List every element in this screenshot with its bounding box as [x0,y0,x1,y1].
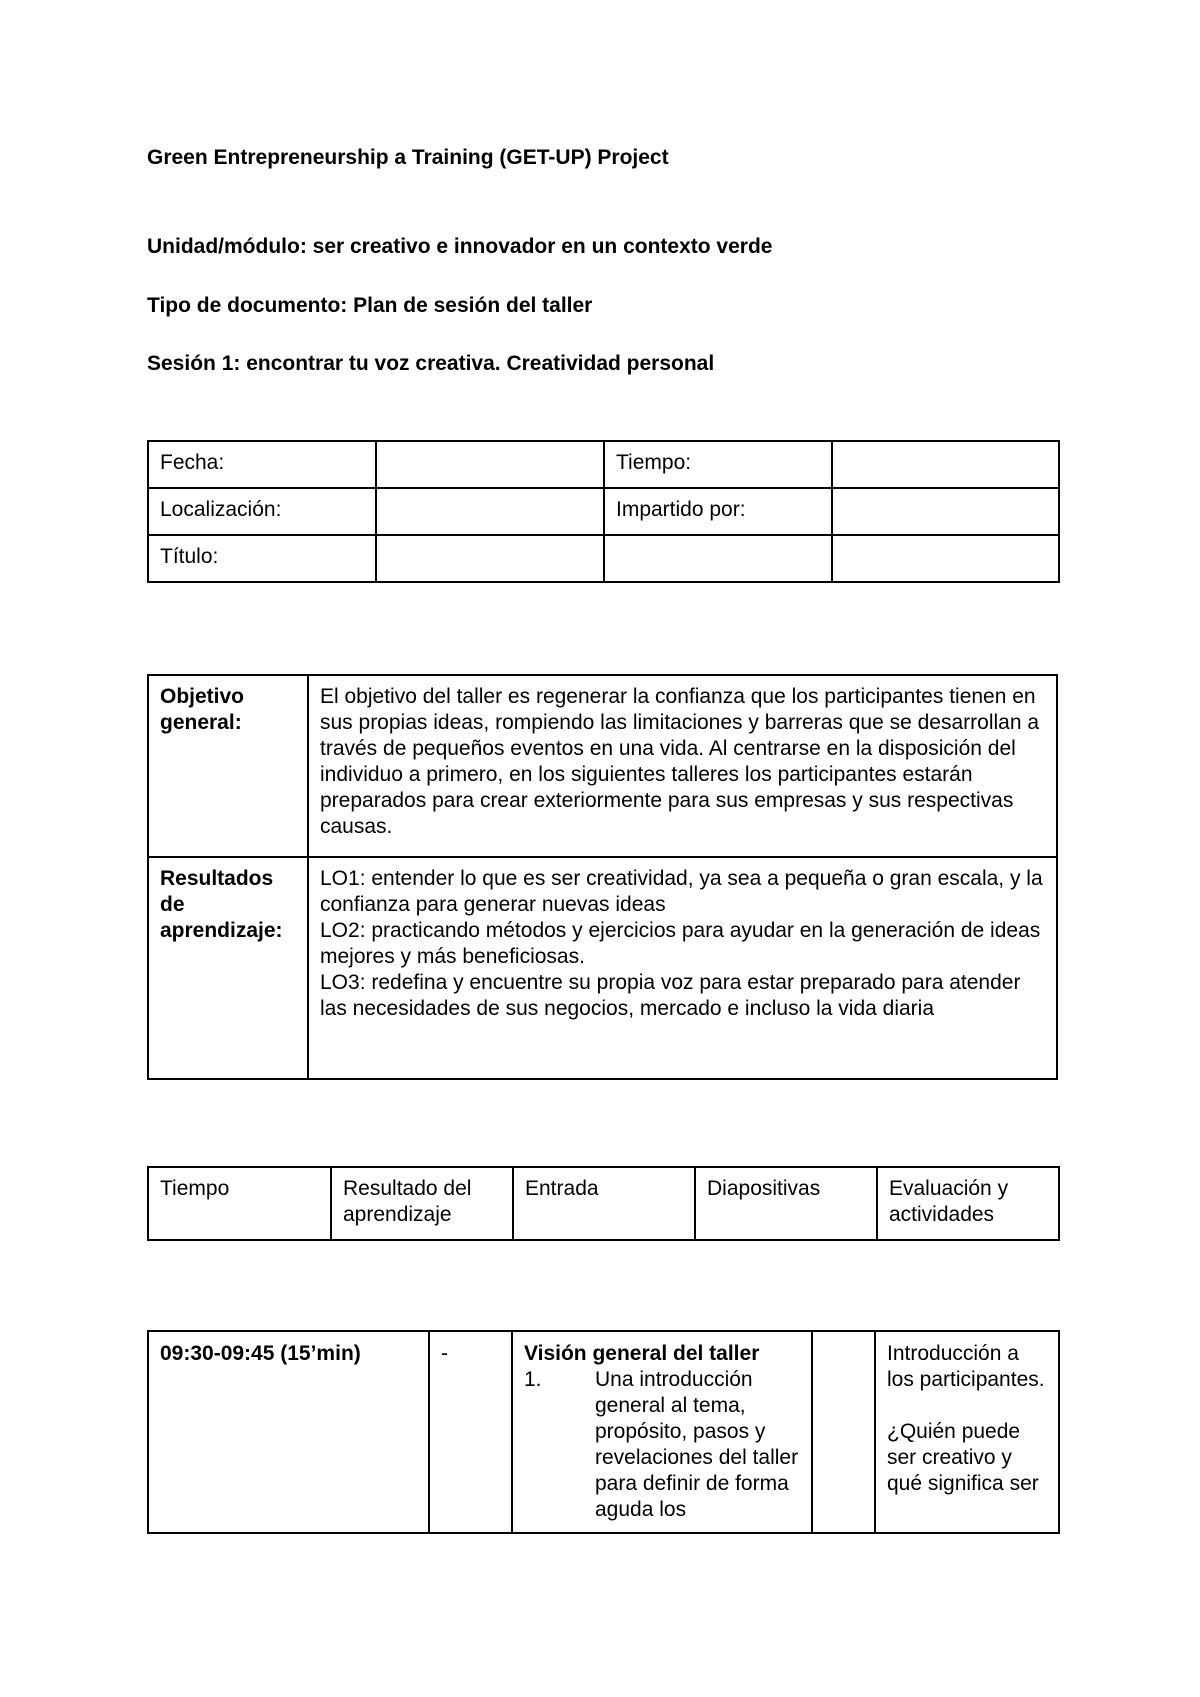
header-resultado: Resultado del aprendizaje [331,1167,513,1240]
session-info-table [147,440,1060,583]
objetivo-text: El objetivo del taller es regenerar la confianza que los participantes tienen en sus propias ideas, rompiendo las limitaciones y barreras que se desarrollan a través de pequeños eventos en una vida. Al centrarse en la disposición del individuo a primero, en los siguientes talleres los participantes estarán preparados para crear exteriormente para sus empresas y sus respectivas causas. [308,675,1057,857]
learning-outcome-2: LO2: practicando métodos y ejercicios para ayudar en la generación de ideas mejores y más beneficiosas. [320,919,1041,968]
resultados-label: Resultados de aprendizaje: [148,857,308,1079]
schedule-row-table [147,1330,1060,1534]
table-row [148,675,1057,857]
session-heading: Sesión 1: encontrar tu voz creativa. Creatividad personal [147,352,715,375]
time-cell: 09:30-09:45 (15’min) [148,1331,429,1533]
spacer [887,1393,1047,1419]
result-cell: - [429,1331,512,1533]
header-tiempo: Tiempo [148,1167,331,1240]
evaluation-text-1: Introducción a los participantes. [887,1342,1045,1391]
table-row [148,441,1059,488]
table-row [148,488,1059,535]
resultados-cell [308,857,1057,1079]
localizacion-label: Localización: [148,488,376,535]
evaluation-text-2: ¿Quién puede ser creativo y qué significa ser [887,1420,1039,1495]
session-item-title: Visión general del taller [524,1342,760,1365]
impartido-value-cell[interactable] [832,488,1059,535]
list-item [524,1367,800,1523]
fecha-label: Fecha: [148,441,376,488]
tiempo-value-cell[interactable] [832,441,1059,488]
entrada-cell [512,1331,812,1533]
unit-heading: Unidad/módulo: ser creativo e innovador en un contexto verde [147,235,773,258]
header-diapositivas: Diapositivas [695,1167,877,1240]
evaluation-cell [875,1331,1059,1533]
empty-cell[interactable] [604,535,832,582]
learning-outcome-1: LO1: entender lo que es ser creatividad, ya sea a pequeña o gran escala, y la confianza para generar nuevas ideas [320,867,1043,916]
titulo-value-cell[interactable] [376,535,604,582]
list-number: 1. [524,1368,542,1391]
objetivo-label: Objetivo general: [148,675,308,857]
tiempo-label: Tiempo: [604,441,832,488]
empty-cell[interactable] [832,535,1059,582]
table-row [148,1167,1059,1240]
localizacion-value-cell[interactable] [376,488,604,535]
titulo-label: Título: [148,535,376,582]
list-text: Una introducción general al tema, propósito, pasos y revelaciones del taller para definir de forma aguda los [595,1368,799,1521]
impartido-label: Impartido por: [604,488,832,535]
fecha-value-cell[interactable] [376,441,604,488]
objectives-table [147,674,1058,1080]
document-type-heading: Tipo de documento: Plan de sesión del taller [147,294,593,317]
table-row [148,1331,1059,1533]
table-row [148,857,1057,1079]
header-entrada: Entrada [513,1167,695,1240]
project-title: Green Entrepreneurship a Training (GET-UP) Project [147,146,669,169]
header-evaluacion: Evaluación y actividades [877,1167,1059,1240]
learning-outcome-3: LO3: redefina y encuentre su propia voz para estar preparado para atender las necesidades de sus negocios, mercado e incluso la vida diaria [320,971,1021,1020]
schedule-header-table [147,1166,1060,1241]
table-row [148,535,1059,582]
slides-cell[interactable] [812,1331,875,1533]
